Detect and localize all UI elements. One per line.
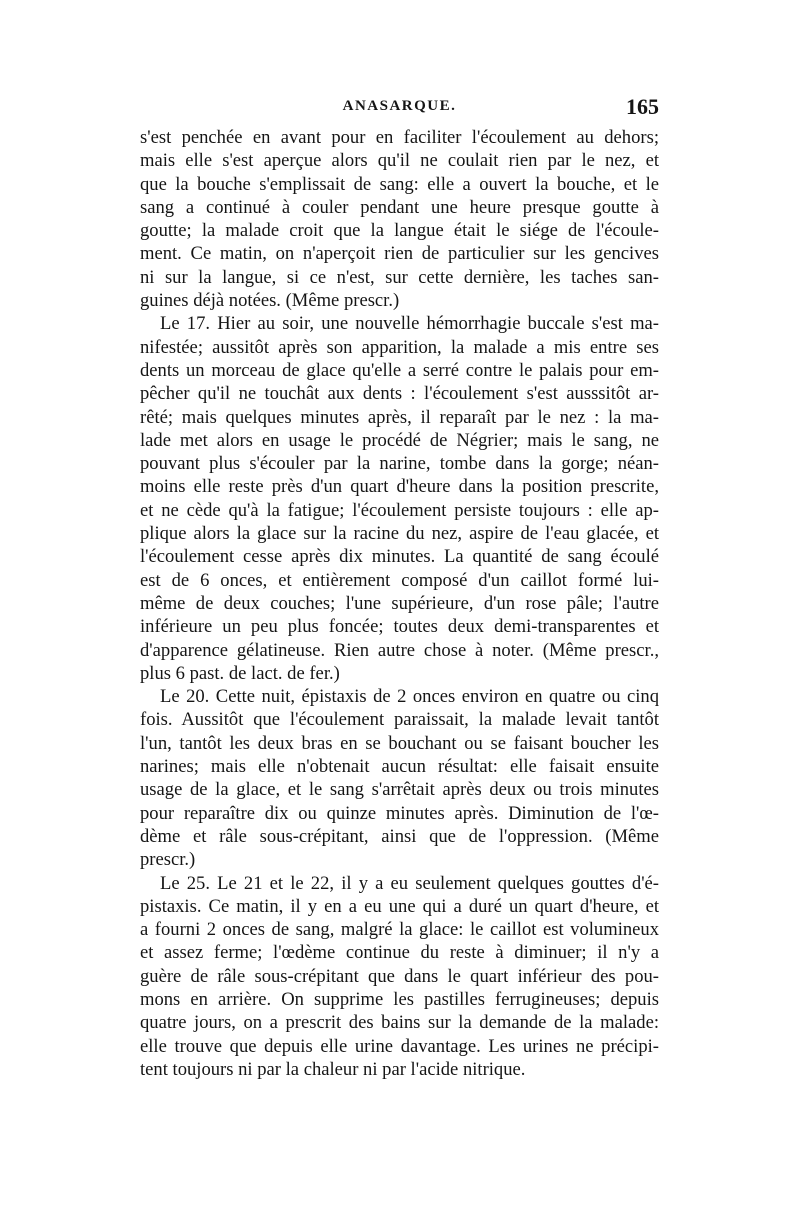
text-line: pour reparaître dix ou quinze minutes après. Diminution de l'œ-	[140, 802, 659, 824]
text-line: usage de la glace, et le sang s'arrêtait après deux ou trois minutes	[140, 779, 659, 801]
text-line: que la bouche s'emplissait de sang: elle a ouvert la bouche, et le	[140, 173, 659, 195]
text-line: plus 6 past. de lact. de fer.)	[140, 662, 340, 684]
text-line: ni sur la langue, si ce n'est, sur cette dernière, les taches san-	[140, 266, 659, 288]
page-number: 165	[626, 94, 659, 119]
text-line: s'est penchée en avant pour en faciliter l'écoulement au dehors;	[140, 127, 659, 148]
text-line: dème et râle sous-crépitant, ainsi que de l'oppression. (Même	[140, 825, 659, 847]
text-line: l'écoulement cesse après dix minutes. La quantité de sang écoulé	[140, 546, 659, 568]
text-line: d'apparence gélatineuse. Rien autre chose à noter. (Même prescr.,	[140, 639, 659, 661]
text-line: et ne cède qu'à la fatigue; l'écoulement persiste toujours : elle ap-	[140, 499, 659, 521]
text-line: mons en arrière. On supprime les pastilles ferrugineuses; depuis	[140, 988, 659, 1010]
text-line: est de 6 onces, et entièrement composé d'un caillot formé lui-	[140, 569, 659, 591]
text-line: pistaxis. Ce matin, il y en a eu une qui a duré un quart d'heure, et	[140, 895, 659, 917]
text-line: pouvant plus s'écouler par la narine, tombe dans la gorge; néan-	[140, 453, 659, 475]
text-line: Le 20. Cette nuit, épistaxis de 2 onces environ en quatre ou cinq	[160, 686, 659, 708]
text-line: Le 17. Hier au soir, une nouvelle hémorrhagie buccale s'est ma-	[160, 313, 659, 335]
text-line: fois. Aussitôt que l'écoulement paraissait, la malade levait tantôt	[140, 709, 659, 731]
body-text	[140, 126, 659, 1081]
text-line: sang a continué à couler pendant une heure presque goutte à	[140, 196, 659, 218]
text-line: tent toujours ni par la chaleur ni par l'acide nitrique.	[140, 1058, 526, 1080]
text-line: guines déjà notées. (Même prescr.)	[140, 290, 400, 312]
text-line: moins elle reste près d'un quart d'heure dans la position prescrite,	[140, 476, 659, 498]
text-line: même de deux couches; l'une supérieure, d'un rose pâle; l'autre	[140, 592, 659, 614]
text-line: a fourni 2 onces de sang, malgré la glace: le caillot est volumineux	[140, 919, 659, 941]
running-head	[140, 94, 659, 124]
text-line: goutte; la malade croit que la langue était le siége de l'écoule-	[140, 220, 659, 242]
text-line: lade met alors en usage le procédé de Négrier; mais le sang, ne	[140, 429, 659, 451]
running-title: ANASARQUE.	[342, 98, 457, 114]
text-line: inférieure un peu plus foncée; toutes deux demi-transparentes et	[140, 616, 659, 638]
text-line: rêté; mais quelques minutes après, il reparaît par le nez : la ma-	[140, 406, 659, 428]
text-line: ment. Ce matin, on n'aperçoit rien de particulier sur les gencives	[140, 243, 659, 265]
text-line: dents un morceau de glace qu'elle a serré contre le palais pour em-	[140, 359, 659, 381]
text-line: pêcher qu'il ne touchât aux dents : l'écoulement s'est ausssitôt ar-	[140, 383, 659, 405]
text-line: guère de râle sous-crépitant que dans le quart inférieur des pou-	[140, 965, 659, 987]
text-line: narines; mais elle n'obtenait aucun résultat: elle faisait ensuite	[140, 756, 659, 778]
text-line: quatre jours, on a prescrit des bains sur la demande de la malade:	[140, 1012, 659, 1034]
text-line: elle trouve que depuis elle urine davantage. Les urines ne précipi-	[140, 1035, 659, 1057]
text-line: et assez ferme; l'œdème continue du reste à diminuer; il n'y a	[140, 942, 659, 964]
text-line: l'un, tantôt les deux bras en se bouchant ou se faisant boucher les	[140, 732, 659, 754]
text-line: Le 25. Le 21 et le 22, il y a eu seulement quelques gouttes d'é-	[160, 872, 659, 894]
text-line: nifestée; aussitôt après son apparition, la malade a mis entre ses	[140, 336, 659, 358]
text-line: mais elle s'est aperçue alors qu'il ne coulait rien par le nez, et	[140, 150, 659, 172]
text-line: prescr.)	[140, 849, 196, 871]
text-line: plique alors la glace sur la racine du nez, aspire de l'eau glacée, et	[140, 523, 659, 545]
